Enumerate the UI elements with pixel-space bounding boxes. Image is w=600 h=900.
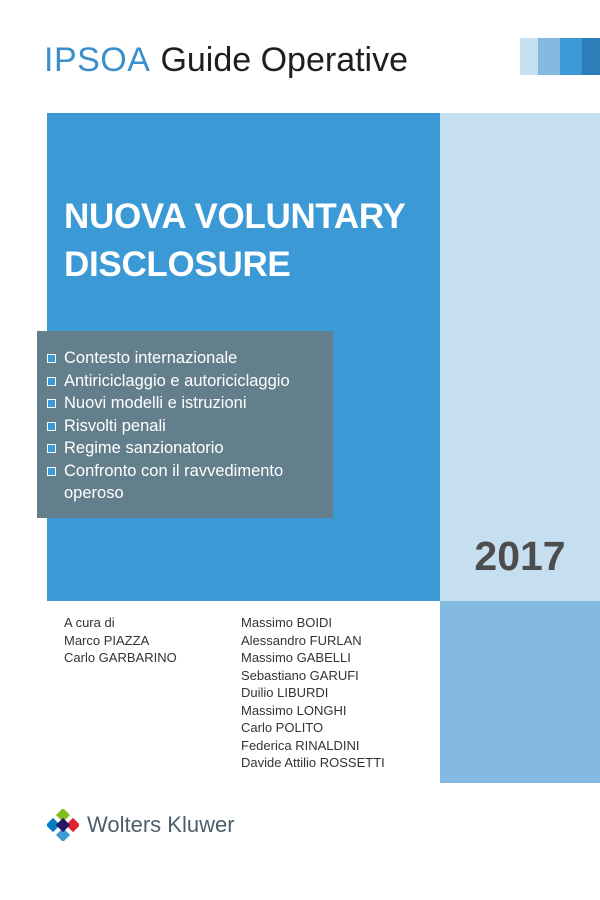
square-bullet-icon	[47, 467, 56, 476]
title-line: NUOVA VOLUNTARY	[64, 197, 406, 236]
topic-label: Risvolti penali	[64, 416, 166, 435]
topic-item	[44, 460, 329, 505]
topic-item	[44, 347, 329, 370]
contributor-name: Massimo LONGHI	[241, 702, 347, 718]
editors-block	[64, 614, 177, 667]
publisher-name: Wolters Kluwer	[87, 812, 235, 837]
publisher-logo	[47, 809, 235, 841]
contributors-block	[241, 614, 385, 772]
contributor-name: Massimo GABELLI	[241, 650, 351, 665]
brand-color-squares	[520, 38, 600, 75]
topic-label: Confronto con il ravvedimento operoso	[64, 461, 284, 502]
brand-ipsoa: IPSOA	[44, 41, 151, 79]
title-line: DISCLOSURE	[64, 245, 291, 284]
topic-item	[44, 437, 329, 460]
contributor-name: Carlo POLITO	[241, 720, 324, 735]
editor-name: Marco PIAZZA	[64, 632, 150, 648]
series-brand	[44, 36, 408, 91]
square-bullet-icon	[47, 354, 56, 363]
topic-label: Antiriciclaggio e autoriciclaggio	[64, 371, 290, 390]
side-panel-lower	[440, 601, 600, 783]
edition-year: 2017	[474, 533, 566, 579]
brand-square	[538, 38, 560, 75]
brand-square	[520, 38, 538, 75]
editors-label: A cura di	[64, 615, 115, 630]
book-title	[64, 193, 434, 289]
topic-item	[44, 415, 329, 438]
series-title: Guide Operative	[160, 41, 409, 79]
contributor-name: Duilio LIBURDI	[241, 685, 329, 700]
wolters-kluwer-logo-icon	[47, 809, 79, 841]
topic-item	[44, 370, 329, 393]
side-panel-upper	[440, 113, 600, 601]
editor-name: Carlo GARBARINO	[64, 650, 177, 665]
contributor-name: Massimo BOIDI	[241, 615, 333, 630]
square-bullet-icon	[47, 399, 56, 408]
topic-label: Nuovi modelli e istruzioni	[64, 394, 247, 412]
contributor-name: Sebastiano GARUFI	[241, 667, 359, 683]
contributor-name: Alessandro FURLAN	[241, 632, 362, 648]
topics-list	[44, 347, 329, 505]
square-bullet-icon	[47, 377, 56, 386]
contributor-name: Federica RINALDINI	[241, 737, 360, 753]
topic-item	[44, 392, 329, 415]
square-bullet-icon	[47, 422, 56, 431]
topic-label: Regime sanzionatorio	[64, 439, 224, 457]
brand-square	[582, 38, 600, 75]
brand-square	[560, 38, 582, 75]
contributor-name: Davide Attilio ROSSETTI	[241, 755, 385, 770]
topic-label: Contesto internazionale	[64, 349, 238, 367]
square-bullet-icon	[47, 444, 56, 453]
